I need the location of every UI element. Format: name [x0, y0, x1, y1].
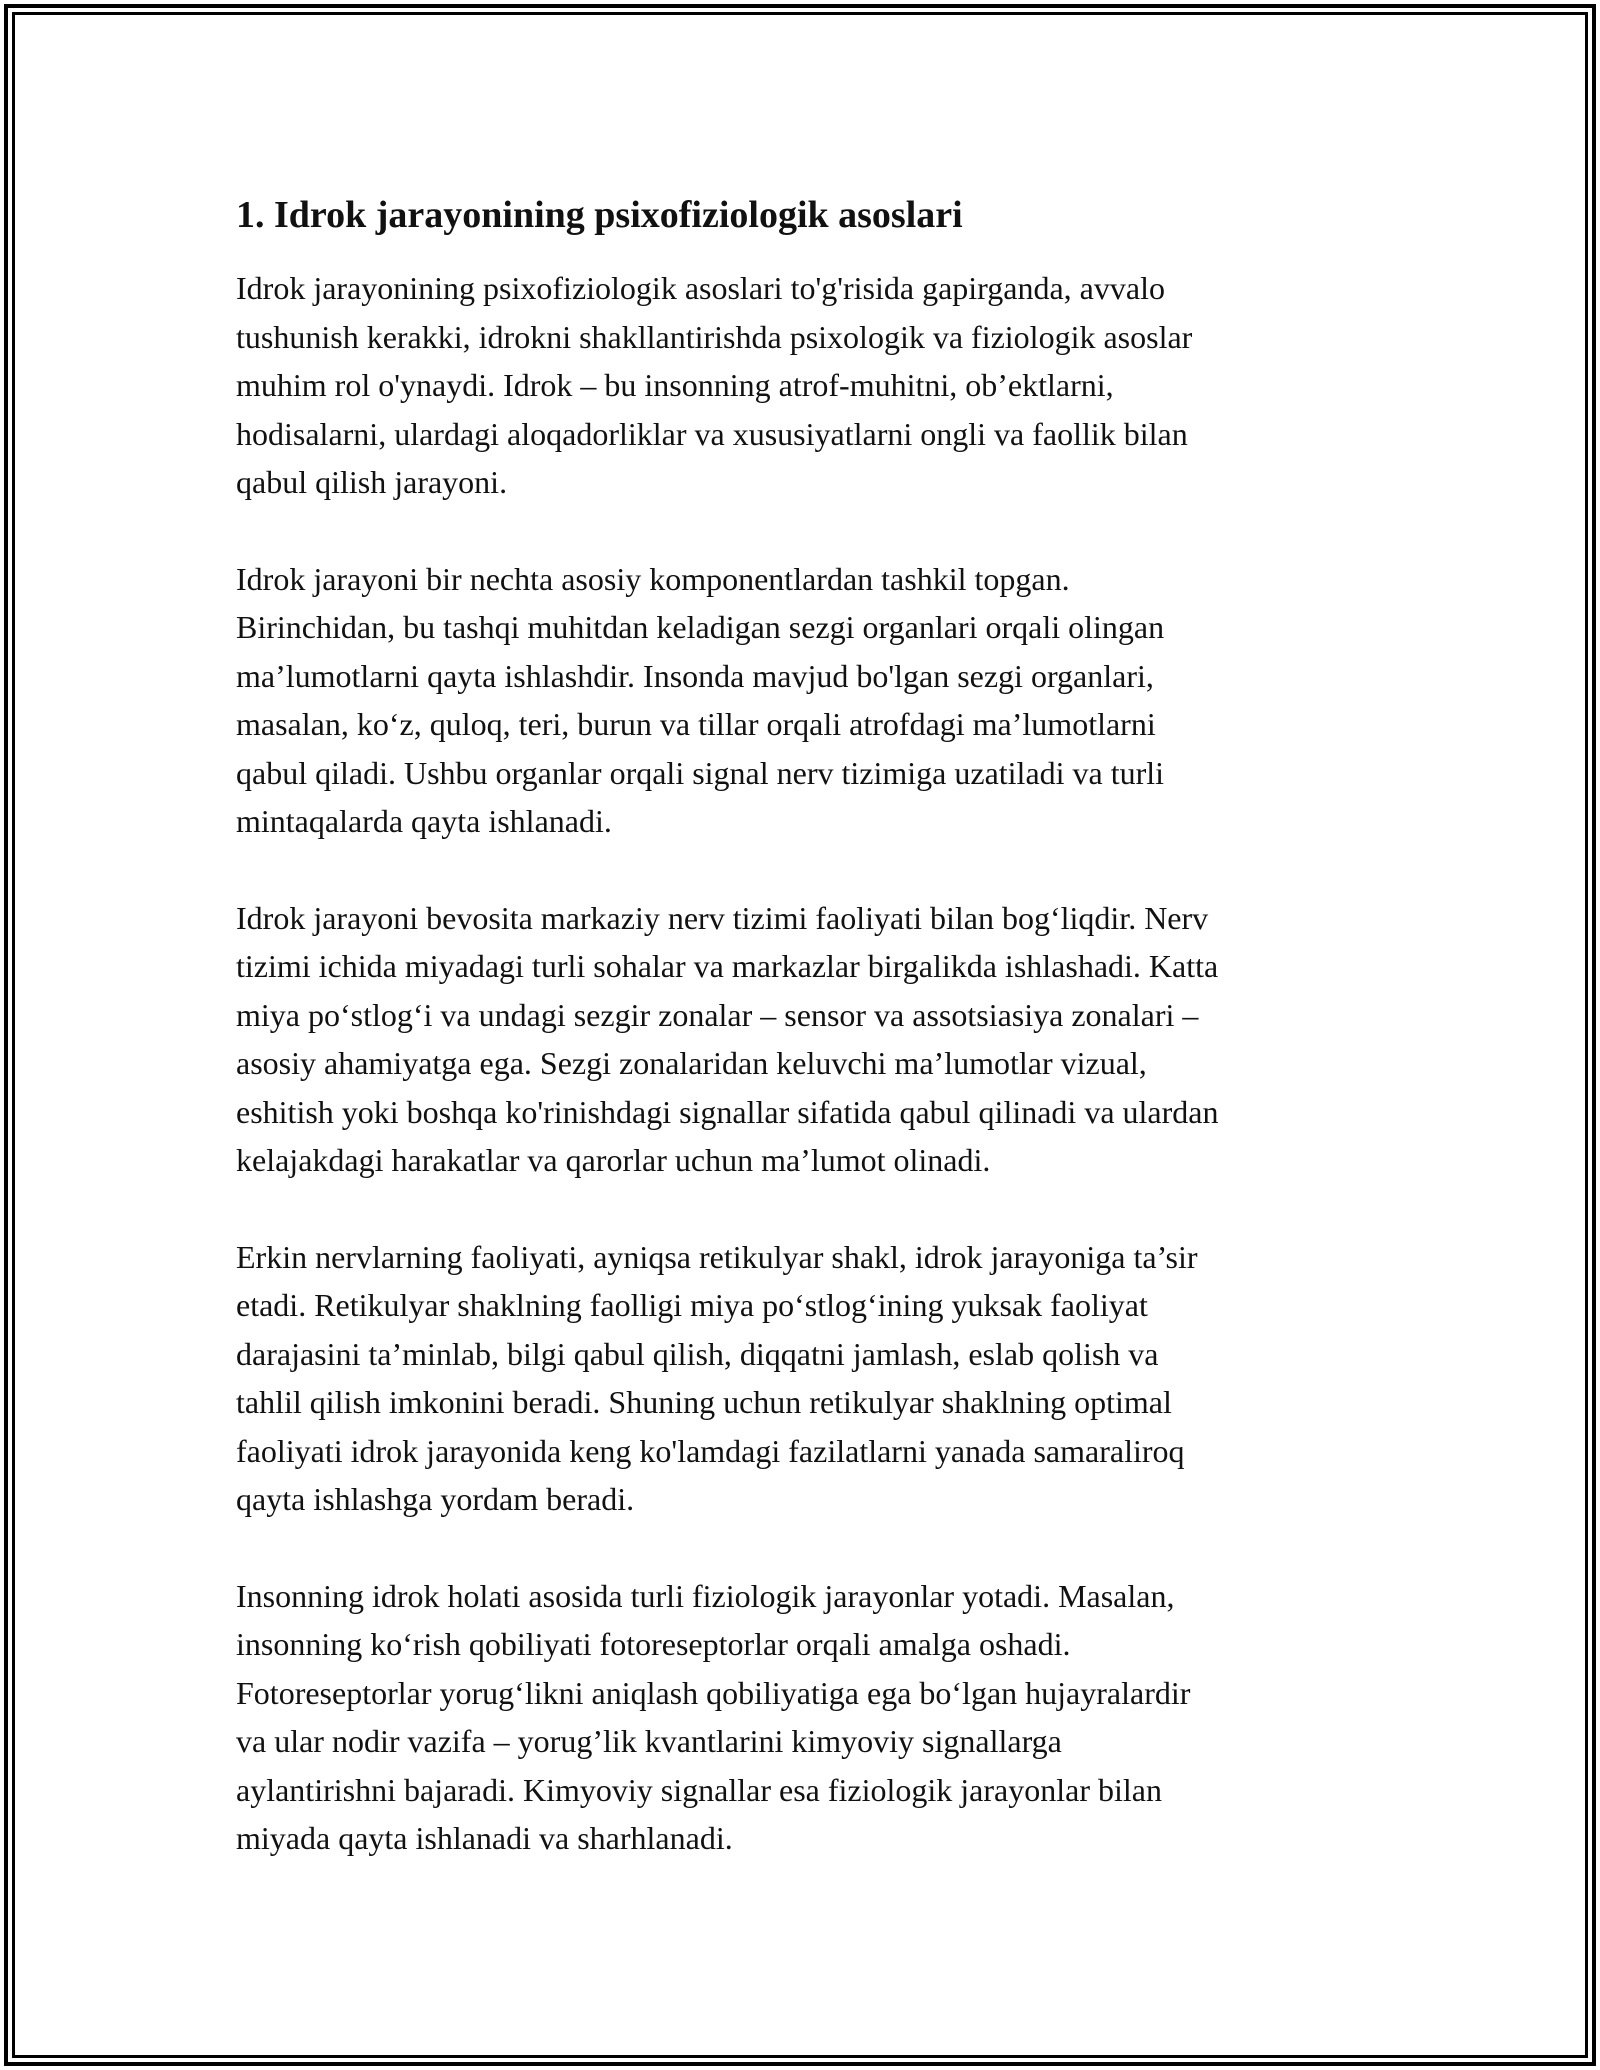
paragraph-line: ma’lumotlarni qayta ishlashdir. Insonda mavjud bo'lgan sezgi organlari,	[236, 657, 1154, 694]
paragraph-line: darajasini ta’minlab, bilgi qabul qilish, diqqatni jamlash, eslab qolish va	[236, 1335, 1159, 1372]
paragraph-line: Idrok jarayonining psixofiziologik asoslari to'g'risida gapirganda, avvalo	[236, 270, 1165, 306]
paragraph-line: tahlil qilish imkonini beradi. Shuning uchun retikulyar shaklning optimal	[236, 1384, 1172, 1420]
paragraph-line: Idrok jarayoni bir nechta asosiy komponentlardan tashkil topgan.	[236, 560, 1070, 597]
paragraph-line: kelajakdagi harakatlar va qarorlar uchun ma’lumot olinadi.	[236, 1142, 991, 1178]
paragraph-line: muhim rol o'ynaydi. Idrok – bu insonning atrof-muhitni, ob’ektlarni,	[236, 367, 1114, 403]
paragraph-line: qabul qiladi. Ushbu organlar orqali signal nerv tizimiga uzatiladi va turli	[236, 754, 1165, 791]
paragraph-line: asosiy ahamiyatga ega. Sezgi zonalaridan keluvchi ma’lumotlar vizual,	[236, 1045, 1147, 1081]
paragraph-line: mintaqalarda qayta ishlanadi.	[236, 803, 612, 839]
paragraph-1	[236, 264, 1376, 507]
paragraph-line: miya po‘stlog‘i va undagi sezgir zonalar – sensor va assotsiasiya zonalari –	[236, 996, 1199, 1033]
paragraph-line: Fotoreseptorlar yorug‘likni aniqlash qobiliyatiga ega bo‘lgan hujayralardir	[236, 1674, 1191, 1711]
paragraph-line: etadi. Retikulyar shaklning faolligi miya po‘stlog‘ining yuksak faoliyat	[236, 1287, 1148, 1323]
paragraph-4	[236, 1233, 1376, 1524]
document-body	[236, 186, 1376, 1911]
paragraph-line: Idrok jarayoni bevosita markaziy nerv tizimi faoliyati bilan bog‘liqdir. Nerv	[236, 899, 1209, 936]
paragraph-5	[236, 1572, 1376, 1863]
paragraph-line: qayta ishlashga yordam beradi.	[236, 1481, 635, 1517]
paragraph-line: tizimi ichida miyadagi turli sohalar va markazlar birgalikda ishlashadi. Katta	[236, 948, 1219, 984]
paragraph-line: va ular nodir vazifa – yorug’lik kvantlarini kimyoviy signallarga	[236, 1723, 1062, 1759]
paragraph-2	[236, 555, 1376, 846]
paragraph-line: faoliyati idrok jarayonida keng ko'lamdagi fazilatlarni yanada samaraliroq	[236, 1432, 1185, 1469]
paragraph-line: miyada qayta ishlanadi va sharhlanadi.	[236, 1820, 733, 1856]
paragraph-line: Erkin nervlarning faoliyati, ayniqsa retikulyar shakl, idrok jarayoniga ta’sir	[236, 1238, 1198, 1275]
paragraph-line: qabul qilish jarayoni.	[236, 464, 508, 500]
paragraph-line: Insonning idrok holati asosida turli fiziologik jarayonlar yotadi. Masalan,	[236, 1577, 1175, 1614]
paragraph-line: Birinchidan, bu tashqi muhitdan keladigan sezgi organlari orqali olingan	[236, 609, 1165, 645]
paragraph-line: masalan, ko‘z, quloq, teri, burun va tillar orqali atrofdagi ma’lumotlarni	[236, 706, 1156, 742]
paragraph-line: hodisalarni, ulardagi aloqadorliklar va xususiyatlarni ongli va faollik bilan	[236, 415, 1188, 452]
paragraph-line: aylantirishni bajaradi. Kimyoviy signallar esa fiziologik jarayonlar bilan	[236, 1771, 1162, 1808]
paragraph-line: eshitish yoki boshqa ko'rinishdagi signallar sifatida qabul qilinadi va ulardan	[236, 1093, 1219, 1130]
paragraph-line: tushunish kerakki, idrokni shakllantirishda psixologik va fiziologik asoslar	[236, 318, 1193, 355]
paragraph-line: insonning ko‘rish qobiliyati fotoreseptorlar orqali amalga oshadi.	[236, 1626, 1071, 1662]
section-heading: 1. Idrok jarayonining psixofiziologik asoslari	[236, 194, 963, 236]
paragraph-3	[236, 894, 1376, 1185]
